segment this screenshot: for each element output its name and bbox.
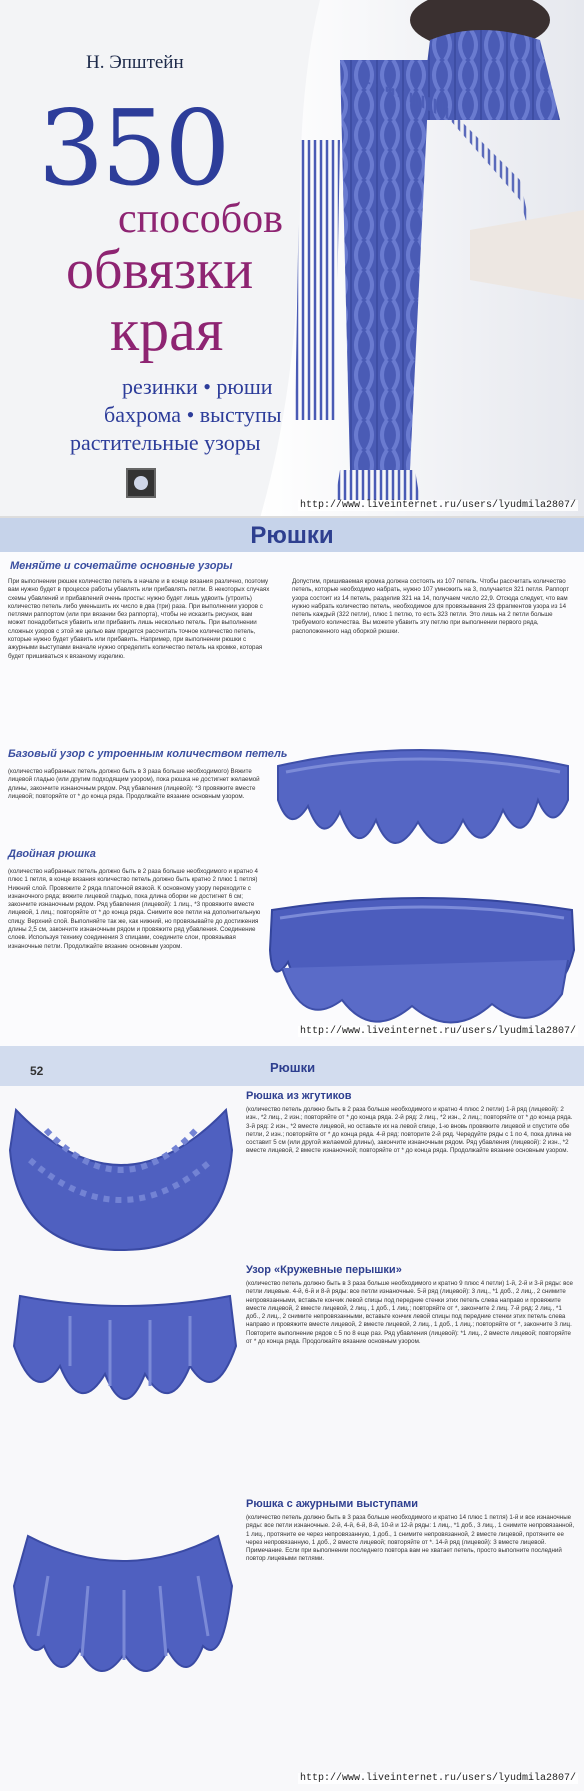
title-line-3: края bbox=[110, 297, 224, 363]
subtitle-line-2: бахрома • выступы bbox=[104, 402, 282, 427]
subtitle-line-3: растительные узоры bbox=[70, 430, 261, 455]
intro-text-left: При выполнении рюшек количество петель в начале и в конце вязания различно, поэтому вам нужно будет в процессе работы убавлять или прибавлять петли. В некоторых случаях схемы убавлений и прибавлений очень просты: нужно будет лишь удвоить (утроить) количество петель либо уменьшить их число в два (три) раза. При выполнении узоров с петлями раппортом (или при вязании без раппорта), чтобы не исказить рисунок, вам может понадобиться убавить или прибавить лишь несколько петель. При выполнении сложных узоров с этой же целью вам придется рассчитать точное количество петель, которые нужно будет убавить или прибавить. Например, при выполнении рюшки с ажурными выступами вначале нужно определить количество петель на кромке, которая будет пришиваться к вязаному изделию. bbox=[8, 578, 270, 660]
title-line-1: способов bbox=[118, 196, 284, 242]
section-heading-cables: Рюшка из жгутиков bbox=[246, 1090, 352, 1102]
swatch-lace-points bbox=[8, 1526, 238, 1696]
ruffle-swatch-1 bbox=[268, 740, 578, 880]
double-ruffle-text: (количество набранных петель должно быть в 2 раза больше необходимого и кратно 4 плюс 1 петля, в конце вязания количество петель должно быть кратно 2 плюс 1 петля) Нижний слой. Провяжите 2 ряда платочной вязкой. К основному узору переходите с изнаночного ряда; вяжите лицевой гладью, пока длина оборки не достигнет 6 см; закончите изнаночным рядом. Ряд убавления (лицевой): 1 лиц., *3 провяжите вместе лицевой, 1 лиц.; повторяйте от * до конца ряда. Снимите все петли на дополнительную спицу. Верхний слой. Выполняйте так же, как нижний, но провязывайте до достижения длины 2,5 см, закончите изнаночным рядом и провяжите ряд убавления. Соединение слоев. Используя технику соединения 3 спицами, соедините слои, провязывая изнаночные петли. Продолжайте вязание основным узором. bbox=[8, 868, 261, 950]
basic-pattern-text: (количество набранных петель должно быть в 3 раза больше необходимого) Вяжите лицевой гладью (или другим подходящим узором), пока рюшка не достигнет желаемой длины, закончите изнаночным рядом. Ряд убавления (лицевой): *3 провяжите вместе лицевой; повторяйте от * до конца ряда. Продолжайте вязание основным узором. bbox=[8, 768, 260, 800]
watermark-url: http://www.liveinternet.ru/users/lyudmila2807/ bbox=[299, 500, 576, 511]
watermark-url-3: http://www.liveinternet.ru/users/lyudmila2807/ bbox=[299, 1773, 576, 1784]
page-ruffles-52 bbox=[0, 1046, 584, 1791]
feathers-text: (количество петель должно быть в 3 раза больше необходимого и кратно 9 плюс 4 петли) 1-й, 2-й и 3-й ряды: все петли лицевые. 4-й, 6-й и 8-й ряды: все петли изнаночные. 5-й ряд (лицевой): 3 лиц., *1 доб., 2 лиц., 2 снимите непровязанными, вставьте кончик левой спицы под передние стенки этих петель слева направо и провяжите вместе лицевой, 2 вместе лицевой, 2 лиц., 1 доб., 1 лиц.; повторяйте от *, закончите 2 лиц. 7-й ряд: 2 лиц., *1 доб., 2 лиц., 2 снимите непровязанными, вставьте кончик левой спицы под передние стенки этих петель слева направо и провяжите вместе лицевой, 2 вместе лицевой, 2 лиц., 1 доб., 1 лиц.; повторяйте от *, закончите 3 лиц. Повторите выполнение рядов с 5 по 8 еще раз. Ряд убавления (лицевой): *1 лиц., 2 вместе лицевой; повторяйте от * до конца ряда. Продолжайте вязание основным узором. bbox=[246, 1280, 573, 1346]
section-heading-double: Двойная рюшка bbox=[8, 848, 96, 860]
section-heading-basic: Базовый узор с утроенным количеством петель bbox=[8, 748, 288, 760]
intro-text-right: Допустим, пришиваемая кромка должна состоять из 107 петель. Чтобы рассчитать количество петель, которые необходимо набрать, нужно 107 умножить на 3, получается 321 петля. Раппорт узора состоит из 14 петель, разделив 321 на 14, получаем число 22,9. Отсюда следует, что вам нужно набрать количество петель, необходимое для провязывания 23 фрагментов узора из 14 петель каждый (322 петли), плюс 1 петлю, то есть 323 петли. Это лишь на 2 петли больше требуемого количества. Вы можете убавить эту петлю при выполнении первого ряда, расположенного над оборкой рюшки. bbox=[292, 578, 570, 635]
page-number: 52 bbox=[30, 1064, 44, 1078]
publisher-logo bbox=[126, 468, 156, 498]
watermark-url-2: http://www.liveinternet.ru/users/lyudmila2807/ bbox=[299, 1026, 576, 1037]
section-heading-intro: Меняйте и сочетайте основные узоры bbox=[10, 560, 233, 572]
title-number: 350 bbox=[38, 87, 228, 209]
page-ruffles-basics bbox=[0, 518, 584, 1046]
section-heading-feathers: Узор «Кружевные перышки» bbox=[246, 1264, 402, 1276]
title-line-2: обвязки bbox=[66, 239, 254, 301]
swatch-cable-ruffle bbox=[6, 1090, 236, 1260]
author-name: Н. Эпштейн bbox=[86, 52, 184, 73]
swatch-lace-feathers bbox=[10, 1286, 240, 1436]
section-heading-lace-points: Рюшка с ажурными выступами bbox=[246, 1498, 419, 1510]
lace-points-text: (количество петель должно быть в 3 раза больше необходимого и кратно 14 плюс 1 петля) 1-й и все изнаночные ряды: все петли изнаночные. 2-й, 4-й, 6-й, 8-й, 10-й и 12-й ряды: 1 лиц., *1 доб., 3 лиц., 1 снимите непровязанной, 1 лиц., протяните ее через непровязанную, 1 доб., 1 снимите непровязанной, 2 вместе лицевой, протяните ее через непровязанную, 1 доб., 2 вместе лицевой; повторяйте от *. 14-й ряд (лицевой): 3 вместе лицевой. Примечание. Если при выполнении последнего повтора вам не хватает петель, просто выполните последний повтор лицевыми петлями. bbox=[246, 1514, 575, 1563]
book-cover bbox=[0, 0, 584, 518]
cables-ruffle-text: (количество петель должно быть в 2 раза больше необходимого и кратно 4 плюс 2 петли) 1-й ряд (лицевой): 2 изн., *2 лиц., 2 изн.; повторяйте от * до конца ряда. 2-й ряд: 2 лиц., *2 изн., 2 лиц.; повторяйте от * до конца ряда. 3-й ряд: 2 изн., *2 вместе лицевой, но оставьте их на левой спице, 1-ю вновь провяжите лицевой и спустите обе петли, 2 изн.; повторяйте от * до конца ряда. 4-й ряд: повторите 2-й ряд. Чередуйте ряды с 1 по 4, пока длина не составит 5 см (или другой желаемой длины), закончите изнаночным рядом. Ряд убавления (лицевой): 2 изн., *2 вместе лицевой, 2 вместе изнаночной; повторяйте от * до конца ряда. Продолжайте вязание основным узором. bbox=[246, 1106, 573, 1155]
ruffle-swatch-2 bbox=[262, 890, 582, 1040]
page-title-2: Рюшки bbox=[270, 1060, 316, 1075]
page-title: Рюшки bbox=[250, 522, 334, 549]
subtitle-line-1: резинки • рюши bbox=[122, 374, 273, 399]
